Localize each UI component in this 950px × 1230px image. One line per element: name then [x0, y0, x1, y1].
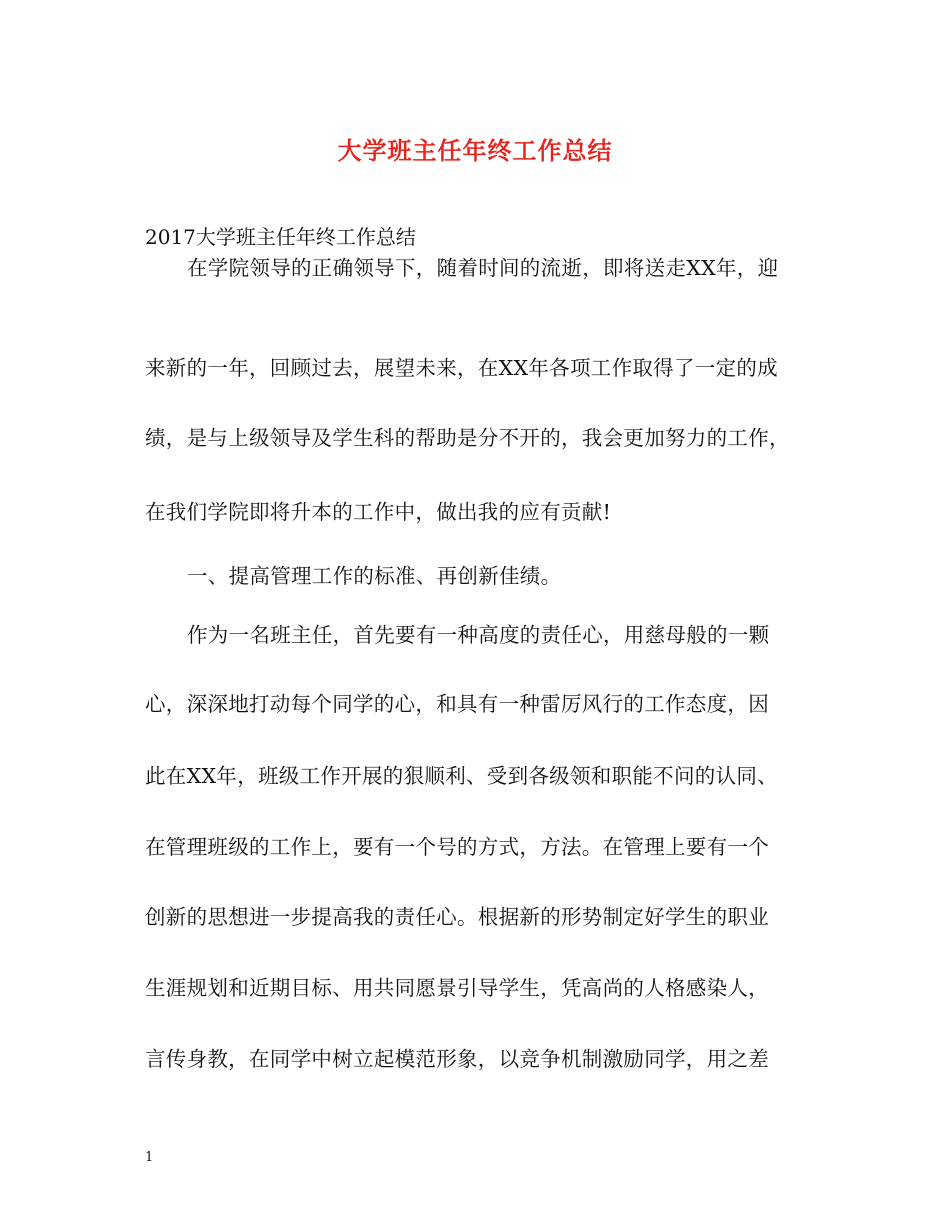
- document-title: 大学班主任年终工作总结: [337, 136, 613, 165]
- paragraph-line: 创新的思想进一步提高我的责任心。根据新的形势制定好学生的职业: [145, 905, 769, 929]
- page-number: 1: [145, 1150, 154, 1165]
- paragraph-line: 心，深深地打动每个同学的心，和具有一种雷厉风行的工作态度，因: [145, 692, 769, 716]
- paragraph-line: 来新的一年，回顾过去，展望未来，在XX年各项工作取得了一定的成: [145, 356, 778, 380]
- paragraph-line: 在学院领导的正确领导下，随着时间的流逝，即将送走XX年，迎: [187, 256, 779, 280]
- paragraph-line: 生涯规划和近期目标、用共同愿景引导学生，凭高尚的人格感染人，: [145, 976, 769, 1000]
- paragraph-line: 在管理班级的工作上，要有一个号的方式，方法。在管理上要有一个: [145, 835, 769, 859]
- section-heading: 一、提高管理工作的标准、再创新佳绩。: [187, 564, 562, 588]
- paragraph-line: 言传身教，在同学中树立起模范形象，以竞争机制激励同学，用之差: [145, 1047, 769, 1071]
- paragraph-line: 绩，是与上级领导及学生科的帮助是分不开的，我会更加努力的工作，: [145, 426, 790, 450]
- document-subtitle: 2017大学班主任年终工作总结: [145, 225, 416, 249]
- paragraph-line: 在我们学院即将升本的工作中，做出我的应有贡献!: [145, 500, 612, 524]
- paragraph-line: 此在XX年，班级工作开展的狠顺利、受到各级领和职能不问的认同、: [145, 764, 778, 788]
- paragraph-line: 作为一名班主任，首先要有一种高度的责任心，用慈母般的一颗: [187, 623, 770, 647]
